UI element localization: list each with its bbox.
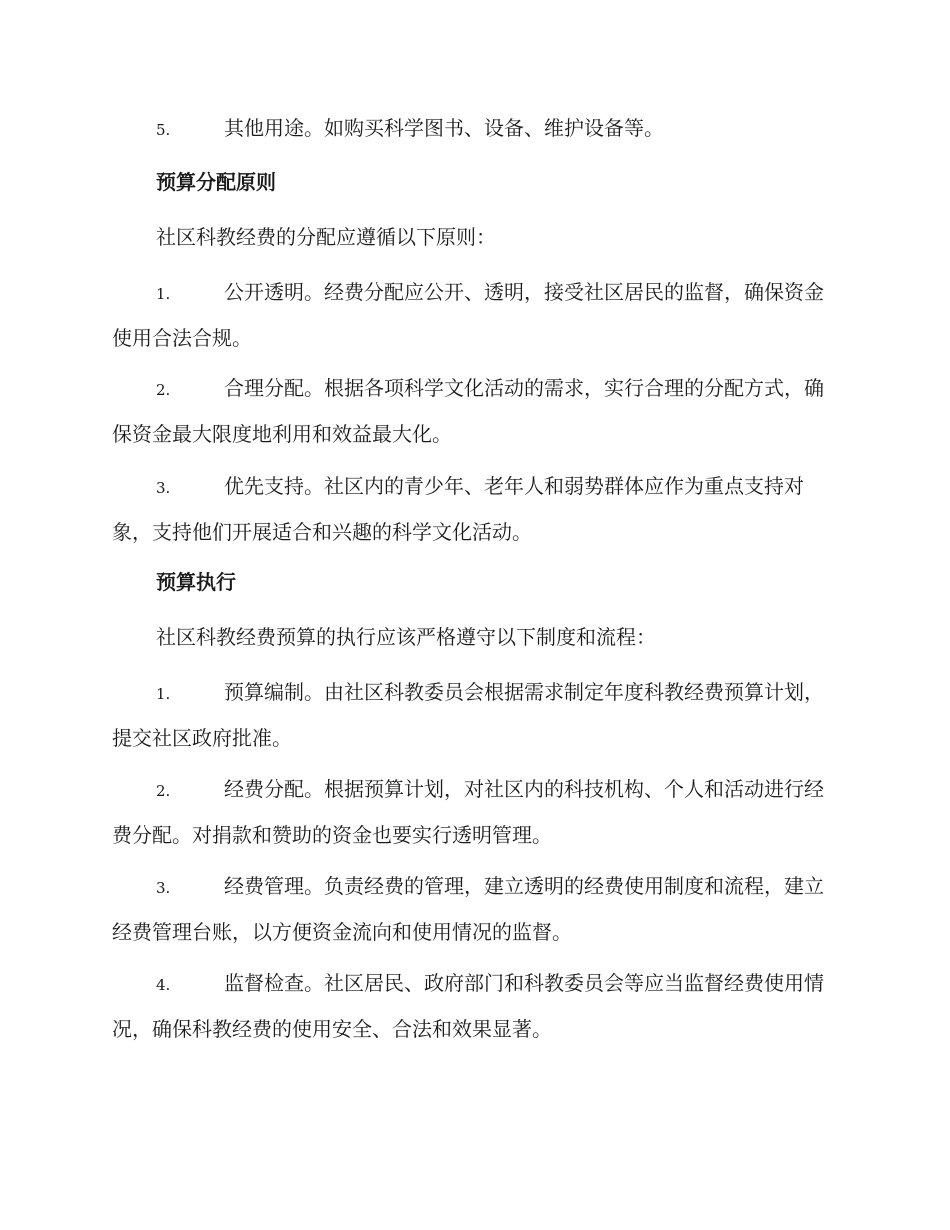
- list-text: 其他用途。如购买科学图书、设备、维护设备等。: [224, 116, 664, 140]
- list-text: 经费管理。负责经费的管理，建立透明的经费使用制度和流程，建立经费管理台账，以方便资金流向和使用情况的监督。: [112, 874, 824, 944]
- list-number: 3.: [156, 879, 171, 897]
- list-text: 合理分配。根据各项科学文化活动的需求，实行合理的分配方式，确保资金最大限度地利用和效益最大化。: [112, 376, 824, 446]
- list-item: [112, 464, 838, 554]
- list-item: [112, 270, 838, 360]
- list-item: [112, 961, 838, 1051]
- list-text: 优先支持。社区内的青少年、老年人和弱势群体应作为重点支持对象，支持他们开展适合和兴趣的科学文化活动。: [112, 474, 804, 544]
- list-item: [112, 864, 838, 954]
- list-item: [112, 670, 838, 760]
- list-text: 公开透明。经费分配应公开、透明，接受社区居民的监督，确保资金使用合法合规。: [112, 280, 824, 350]
- list-number: 3.: [156, 479, 171, 497]
- list-text: 监督检查。社区居民、政府部门和科教委员会等应当监督经费使用情况，确保科教经费的使用安全、合法和效果显著。: [112, 971, 824, 1041]
- list-number: 2.: [156, 782, 171, 800]
- section-intro: 社区科教经费预算的执行应该严格遵守以下制度和流程：: [156, 625, 656, 649]
- list-text: 经费分配。根据预算计划，对社区内的科技机构、个人和活动进行经费分配。对捐款和赞助的资金也要实行透明管理。: [112, 777, 824, 847]
- list-item: [112, 366, 838, 456]
- list-number: 5.: [156, 121, 171, 139]
- section-heading: 预算执行: [156, 570, 236, 594]
- list-number: 1.: [156, 285, 171, 303]
- list-number: 4.: [156, 976, 171, 994]
- section-intro: 社区科教经费的分配应遵循以下原则：: [156, 225, 496, 249]
- list-text: 预算编制。由社区科教委员会根据需求制定年度科教经费预算计划，提交社区政府批准。: [112, 680, 824, 750]
- list-item: [112, 106, 838, 152]
- list-number: 2.: [156, 381, 171, 399]
- list-item: [112, 767, 838, 857]
- list-number: 1.: [156, 685, 171, 703]
- section-heading: 预算分配原则: [156, 170, 276, 194]
